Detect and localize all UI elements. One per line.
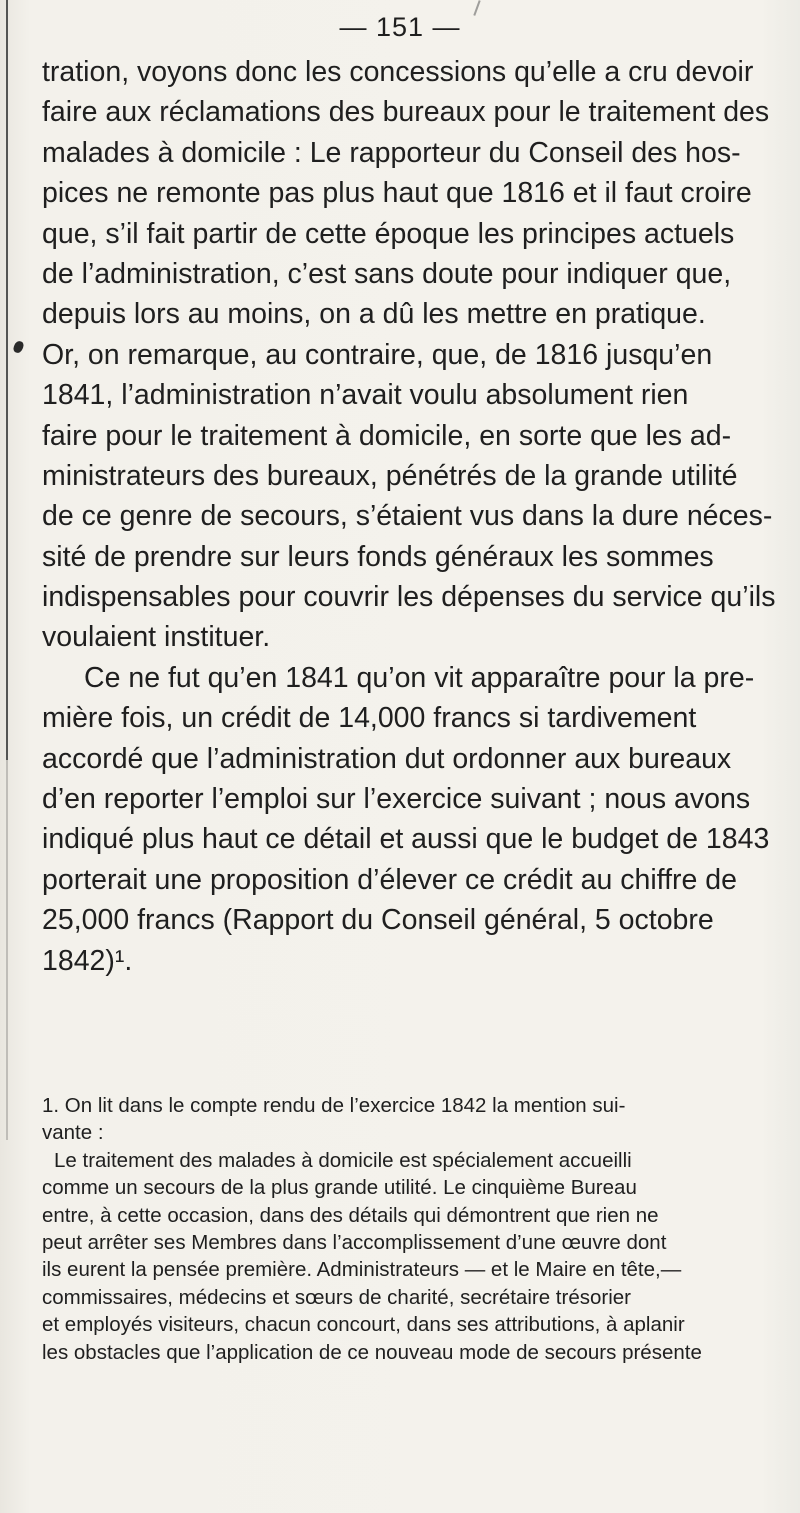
footnote-line: et employés visiteurs, chacun concourt, dans ses attributions, à aplanir — [42, 1313, 685, 1337]
footnote-line: 1. On lit dans le compte rendu de l’exercice 1842 la mention sui- — [42, 1094, 626, 1117]
text-line: porterait une proposition d’élever ce crédit au chiffre de — [42, 863, 737, 896]
footnote-line: commissaires, médecins et sœurs de charité, secrétaire trésorier — [42, 1285, 631, 1309]
text-line: depuis lors au moins, on a dû les mettre en pratique. — [42, 298, 706, 331]
text-line: Ce ne fut qu’en 1841 qu’on vit apparaître pour la pre- — [84, 661, 755, 694]
footnote-line: les obstacles que l’application de ce nouveau mode de secours présente — [42, 1340, 702, 1364]
text-line: 25,000 francs (Rapport du Conseil général, 5 octobre — [42, 904, 714, 937]
text-line: faire aux réclamations des bureaux pour le traitement des — [42, 96, 770, 129]
footnote-line: ils eurent la pensée première. Administrateurs — et le Maire en tête,— — [42, 1258, 682, 1282]
text-line: sité de prendre sur leurs fonds généraux les sommes — [42, 540, 714, 573]
text-line: indiqué plus haut ce détail et aussi que le budget de 1843 — [42, 823, 770, 856]
text-line: mière fois, un crédit de 14,000 francs si tardivement — [42, 702, 697, 735]
footnote-line: peut arrêter ses Membres dans l’accomplissement d’une œuvre dont — [42, 1230, 667, 1254]
text-line: de ce genre de secours, s’étaient vus dans la dure néces- — [42, 500, 773, 533]
footnote-line: vante : — [42, 1121, 104, 1145]
text-line: voulaient instituer. — [42, 621, 271, 654]
page-number: — 151 — — [339, 12, 461, 42]
text-line: malades à domicile : Le rapporteur du Conseil des hos- — [42, 136, 741, 169]
text-line: de l’administration, c’est sans doute pour indiquer que, — [42, 257, 732, 290]
text-line: que, s’il fait partir de cette époque les principes actuels — [42, 217, 735, 250]
binding-edge — [6, 0, 8, 760]
main-text — [42, 52, 776, 981]
text-line: faire pour le traitement à domicile, en sorte que les ad- — [42, 419, 732, 452]
text-line: tration, voyons donc les concessions qu’elle a cru devoir — [42, 56, 754, 88]
footnote-line: entre, à cette occasion, dans des détails qui démontrent que rien ne — [42, 1203, 659, 1227]
footnote-line: Le traitement des malades à domicile est spécialement accueilli — [54, 1148, 632, 1172]
text-line: 1842)¹. — [42, 944, 133, 977]
footnote — [42, 1092, 762, 1366]
text-line: 1841, l’administration n’avait voulu absolument rien — [42, 379, 689, 412]
text-line: Or, on remarque, au contraire, que, de 1816 jusqu’en — [42, 338, 713, 371]
footnote-line: comme un secours de la plus grande utilité. Le cinquième Bureau — [42, 1176, 637, 1200]
text-line: indispensables pour couvrir les dépenses du service qu’ils — [42, 581, 776, 614]
binding-edge-lower — [6, 760, 8, 1140]
text-line: ministrateurs des bureaux, pénétrés de la grande utilité — [42, 459, 738, 492]
ink-blot — [12, 340, 25, 354]
text-line: accordé que l’administration dut ordonner aux bureaux — [42, 742, 732, 775]
text-line: pices ne remonte pas plus haut que 1816 et il faut croire — [42, 177, 752, 210]
text-line: d’en reporter l’emploi sur l’exercice suivant ; nous avons — [42, 783, 751, 816]
